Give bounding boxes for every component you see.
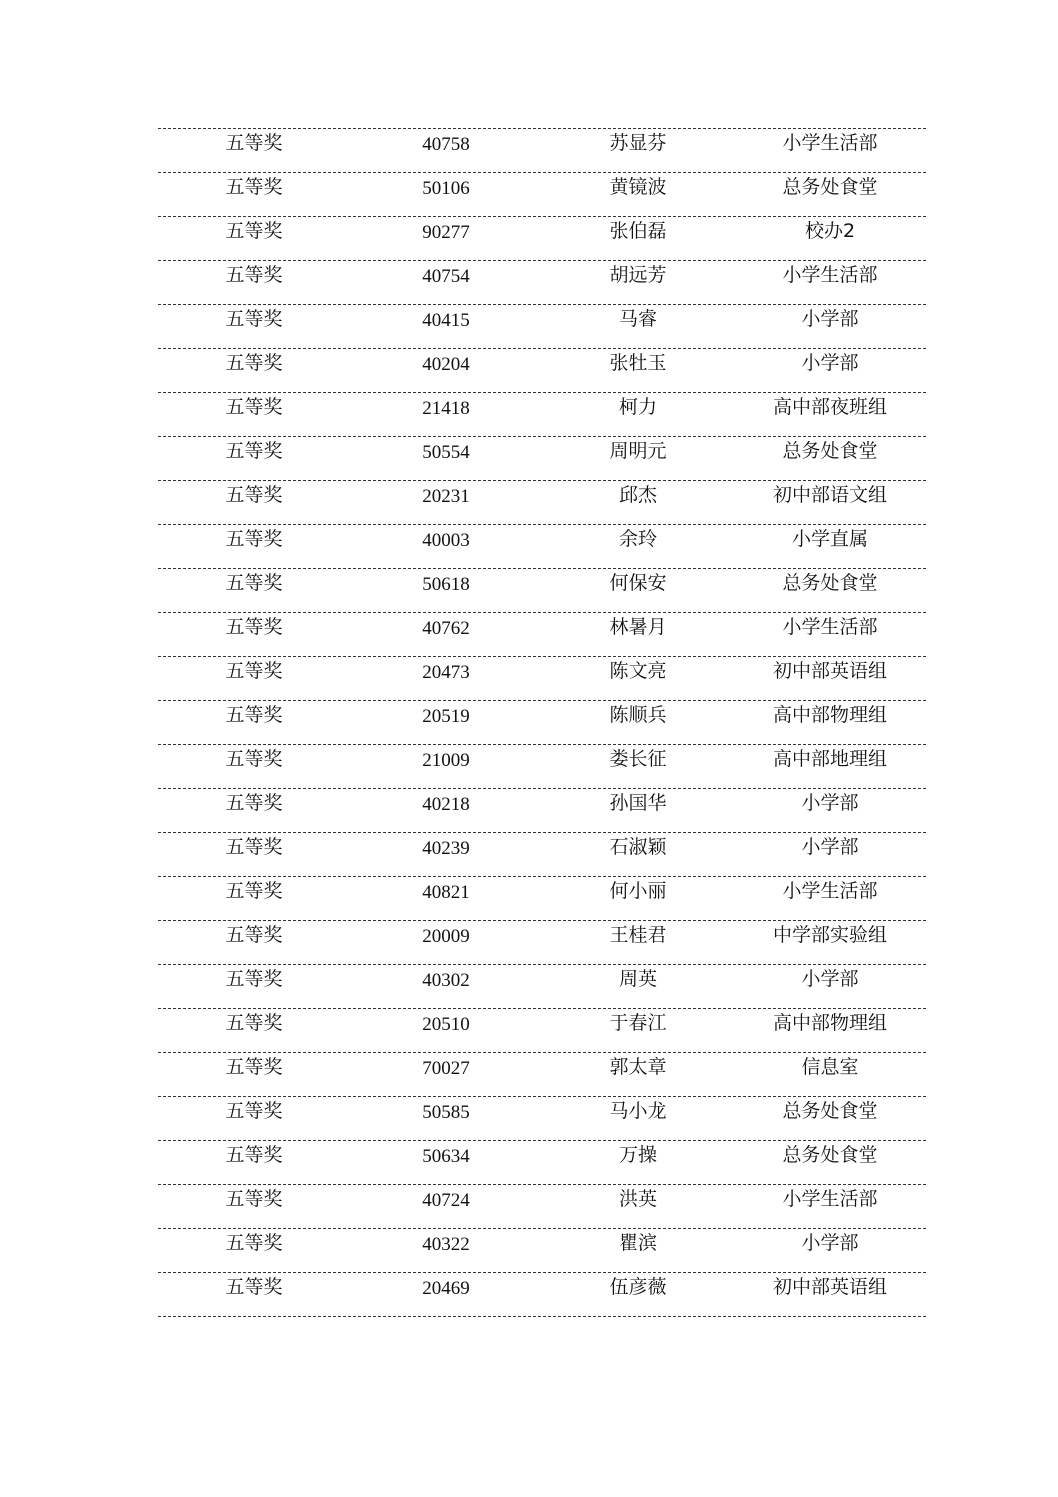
department-cell: 总务处食堂 [782, 440, 878, 462]
employee-number-cell: 40724 [422, 1190, 470, 1211]
winner-name-cell: 陈顺兵 [609, 704, 667, 726]
table-row [158, 701, 926, 745]
employee-number-cell: 20231 [422, 486, 470, 507]
prize-level-cell: 五等奖 [225, 352, 283, 374]
table-row [158, 349, 926, 393]
winner-name-cell: 张伯磊 [609, 220, 667, 242]
winner-name-cell: 马睿 [618, 308, 657, 330]
employee-number-cell: 40218 [422, 794, 470, 815]
employee-number-cell: 50554 [422, 442, 470, 463]
department-cell: 总务处食堂 [782, 1144, 878, 1166]
employee-number-cell: 20009 [422, 926, 470, 947]
prize-level-cell: 五等奖 [225, 220, 283, 242]
table-row [158, 173, 926, 217]
prize-level-cell: 五等奖 [225, 1232, 283, 1254]
department-cell: 小学部 [801, 1232, 859, 1254]
department-cell: 信息室 [801, 1056, 859, 1078]
employee-number-cell: 21418 [422, 398, 470, 419]
department-cell: 总务处食堂 [782, 572, 878, 594]
table-row [158, 745, 926, 789]
winner-name-cell: 于春江 [609, 1012, 667, 1034]
employee-number-cell: 40302 [422, 970, 470, 991]
employee-number-cell: 40758 [422, 134, 470, 155]
prize-level-cell: 五等奖 [225, 836, 283, 858]
prize-level-cell: 五等奖 [225, 704, 283, 726]
prize-level-cell: 五等奖 [225, 1056, 283, 1078]
prize-level-cell: 五等奖 [225, 616, 283, 638]
employee-number-cell: 40754 [422, 266, 470, 287]
department-cell: 总务处食堂 [782, 1100, 878, 1122]
winner-name-cell: 石淑颖 [609, 836, 667, 858]
winner-name-cell: 林暑月 [609, 616, 667, 638]
prize-level-cell: 五等奖 [225, 1144, 283, 1166]
winner-name-cell: 马小龙 [609, 1100, 667, 1122]
winner-name-cell: 王桂君 [609, 924, 667, 946]
winner-name-cell: 周英 [618, 968, 657, 990]
prize-level-cell: 五等奖 [225, 396, 283, 418]
winner-name-cell: 瞿滨 [618, 1232, 657, 1254]
employee-number-cell: 40204 [422, 354, 470, 375]
employee-number-cell: 40003 [422, 530, 470, 551]
table-row [158, 1229, 926, 1273]
employee-number-cell: 50634 [422, 1146, 470, 1167]
department-cell: 小学生活部 [782, 1188, 878, 1210]
department-cell: 初中部英语组 [772, 660, 887, 682]
prize-level-cell: 五等奖 [225, 880, 283, 902]
winner-name-cell: 何保安 [609, 572, 667, 594]
prize-level-cell: 五等奖 [225, 924, 283, 946]
department-cell: 小学生活部 [782, 880, 878, 902]
table-row [158, 1141, 926, 1185]
table-row [158, 261, 926, 305]
table-row [158, 965, 926, 1009]
winner-name-cell: 黄镜波 [609, 176, 667, 198]
prize-winners-table [158, 128, 926, 1317]
department-cell: 高中部地理组 [772, 748, 887, 770]
table-row [158, 525, 926, 569]
department-cell: 高中部夜班组 [772, 396, 887, 418]
winner-name-cell: 柯力 [618, 396, 657, 418]
winner-name-cell: 胡远芳 [609, 264, 667, 286]
prize-level-cell: 五等奖 [225, 528, 283, 550]
department-cell: 小学部 [801, 792, 859, 814]
table-row [158, 1185, 926, 1229]
department-cell: 初中部语文组 [772, 484, 887, 506]
employee-number-cell: 40821 [422, 882, 470, 903]
table-row [158, 1053, 926, 1097]
prize-level-cell: 五等奖 [225, 132, 283, 154]
winner-name-cell: 邱杰 [618, 484, 657, 506]
prize-level-cell: 五等奖 [225, 484, 283, 506]
table-row [158, 217, 926, 261]
employee-number-cell: 20519 [422, 706, 470, 727]
department-cell: 小学生活部 [782, 616, 878, 638]
department-cell: 高中部物理组 [772, 704, 887, 726]
prize-level-cell: 五等奖 [225, 792, 283, 814]
table-row [158, 437, 926, 481]
department-cell: 校办2 [804, 220, 856, 242]
prize-level-cell: 五等奖 [225, 660, 283, 682]
employee-number-cell: 40322 [422, 1234, 470, 1255]
employee-number-cell: 20473 [422, 662, 470, 683]
prize-level-cell: 五等奖 [225, 748, 283, 770]
employee-number-cell: 40415 [422, 310, 470, 331]
winner-name-cell: 洪英 [618, 1188, 657, 1210]
department-cell: 高中部物理组 [772, 1012, 887, 1034]
table-row [158, 569, 926, 613]
winner-name-cell: 余玲 [618, 528, 657, 550]
prize-level-cell: 五等奖 [225, 176, 283, 198]
employee-number-cell: 90277 [422, 222, 470, 243]
prize-level-cell: 五等奖 [225, 968, 283, 990]
employee-number-cell: 20510 [422, 1014, 470, 1035]
employee-number-cell: 70027 [422, 1058, 470, 1079]
department-cell: 总务处食堂 [782, 176, 878, 198]
prize-level-cell: 五等奖 [225, 440, 283, 462]
winner-name-cell: 何小丽 [609, 880, 667, 902]
department-cell: 中学部实验组 [772, 924, 887, 946]
table-row [158, 789, 926, 833]
prize-level-cell: 五等奖 [225, 1100, 283, 1122]
employee-number-cell: 50585 [422, 1102, 470, 1123]
winner-name-cell: 万操 [618, 1144, 657, 1166]
department-cell: 小学部 [801, 308, 859, 330]
table-row [158, 305, 926, 349]
table-row [158, 921, 926, 965]
winner-name-cell: 张牡玉 [609, 352, 667, 374]
winner-name-cell: 娄长征 [609, 748, 667, 770]
table-row [158, 393, 926, 437]
winner-name-cell: 孙国华 [609, 792, 667, 814]
department-cell: 小学生活部 [782, 132, 878, 154]
department-cell: 小学直属 [791, 528, 868, 550]
prize-level-cell: 五等奖 [225, 572, 283, 594]
table-row [158, 877, 926, 921]
department-cell: 小学部 [801, 968, 859, 990]
department-cell: 小学部 [801, 352, 859, 374]
employee-number-cell: 20469 [422, 1278, 470, 1299]
winner-name-cell: 陈文亮 [609, 660, 667, 682]
department-cell: 小学生活部 [782, 264, 878, 286]
prize-level-cell: 五等奖 [225, 264, 283, 286]
table-row [158, 481, 926, 525]
employee-number-cell: 50106 [422, 178, 470, 199]
employee-number-cell: 40762 [422, 618, 470, 639]
prize-level-cell: 五等奖 [225, 1276, 283, 1298]
employee-number-cell: 21009 [422, 750, 470, 771]
winner-name-cell: 伍彦薇 [609, 1276, 667, 1298]
table-row [158, 1273, 926, 1317]
prize-level-cell: 五等奖 [225, 1188, 283, 1210]
table-row [158, 657, 926, 701]
winner-name-cell: 苏显芬 [609, 132, 667, 154]
department-cell: 初中部英语组 [772, 1276, 887, 1298]
winner-name-cell: 周明元 [609, 440, 667, 462]
table-row [158, 1009, 926, 1053]
table-row [158, 613, 926, 657]
winner-name-cell: 郭太章 [609, 1056, 667, 1078]
table-row [158, 1097, 926, 1141]
prize-level-cell: 五等奖 [225, 308, 283, 330]
table-row [158, 833, 926, 877]
prize-level-cell: 五等奖 [225, 1012, 283, 1034]
employee-number-cell: 40239 [422, 838, 470, 859]
department-cell: 小学部 [801, 836, 859, 858]
employee-number-cell: 50618 [422, 574, 470, 595]
table-row [158, 129, 926, 173]
